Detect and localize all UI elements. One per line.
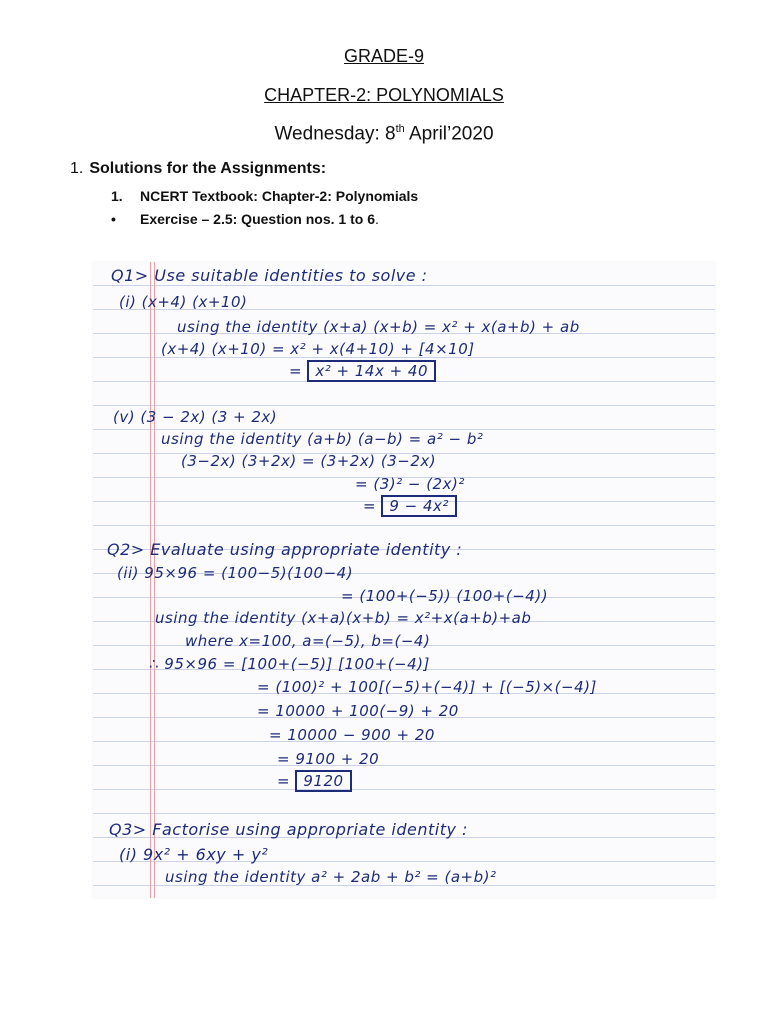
date-superscript: th [395, 123, 405, 135]
handwritten-line: using the identity (a+b) (a−b) = a² − b² [161, 430, 484, 448]
list-text: NCERT Textbook: Chapter-2: Polynomials [140, 188, 419, 204]
handwritten-line: (ii) 95×96 = (100−5)(100−4) [117, 564, 354, 582]
handwritten-line: = (100+(−5)) (100+(−4)) [341, 587, 549, 605]
handwritten-line: Q2> Evaluate using appropriate identity : [107, 540, 463, 559]
section-number: 1. [70, 160, 84, 177]
handwritten-line: (i) (x+4) (x+10) [119, 293, 248, 311]
list-text-tail: . [374, 211, 379, 227]
handwritten-line [277, 772, 352, 790]
chapter-heading: CHAPTER-2: POLYNOMIALS [264, 85, 504, 105]
handwritten-line: using the identity a² + 2ab + b² = (a+b)² [165, 868, 497, 886]
handwritten-line: Q1> Use suitable identities to solve : [111, 266, 428, 285]
list-item [111, 211, 379, 227]
handwritten-line: (x+4) (x+10) = x² + x(4+10) + [4×10] [161, 340, 475, 358]
answer-box: 9120 [295, 770, 351, 792]
handwritten-line: = 10000 + 100(−9) + 20 [257, 702, 459, 720]
list-item [111, 188, 418, 204]
handwritten-line: = (3)² − (2x)² [355, 475, 465, 493]
list-text: Exercise – 2.5: Question nos. 1 to 6 [140, 211, 375, 227]
handwritten-line: where x=100, a=(−5), b=(−4) [185, 632, 431, 650]
handwritten-line: = 9100 + 20 [277, 750, 380, 768]
section-title: Solutions for the Assignments: [89, 160, 327, 177]
section-heading [70, 160, 326, 178]
handwritten-line: ∴ 95×96 = [100+(−5)] [100+(−4)] [149, 655, 430, 673]
equals-sign: = [363, 497, 377, 515]
handwritten-line: Q3> Factorise using appropriate identity : [109, 820, 468, 839]
handwritten-line: = 10000 − 900 + 20 [269, 726, 435, 744]
handwritten-line [363, 497, 457, 515]
handwritten-line: = (100)² + 100[(−5)+(−4)] + [(−5)×(−4)] [257, 678, 597, 696]
answer-box: x² + 14x + 40 [307, 360, 436, 382]
date-prefix: Wednesday: 8 [274, 123, 396, 145]
handwritten-line: using the identity (x+a) (x+b) = x² + x(a+b) + ab [177, 318, 580, 336]
date-heading [0, 123, 768, 145]
answer-box: 9 − 4x² [381, 495, 457, 517]
list-marker: 1. [111, 188, 123, 204]
handwritten-line: (v) (3 − 2x) (3 + 2x) [113, 408, 278, 426]
grade-heading: GRADE-9 [343, 46, 424, 66]
handwritten-notebook-page [93, 262, 715, 898]
date-suffix: April’2020 [404, 123, 494, 145]
equals-sign: = [289, 362, 303, 380]
handwritten-line: using the identity (x+a)(x+b) = x²+x(a+b)+ab [155, 609, 532, 627]
equals-sign: = [277, 772, 291, 790]
handwritten-line [289, 362, 436, 380]
handwritten-line: (i) 9x² + 6xy + y² [119, 845, 269, 864]
list-marker: • [111, 211, 116, 227]
handwritten-line: (3−2x) (3+2x) = (3+2x) (3−2x) [181, 452, 437, 470]
